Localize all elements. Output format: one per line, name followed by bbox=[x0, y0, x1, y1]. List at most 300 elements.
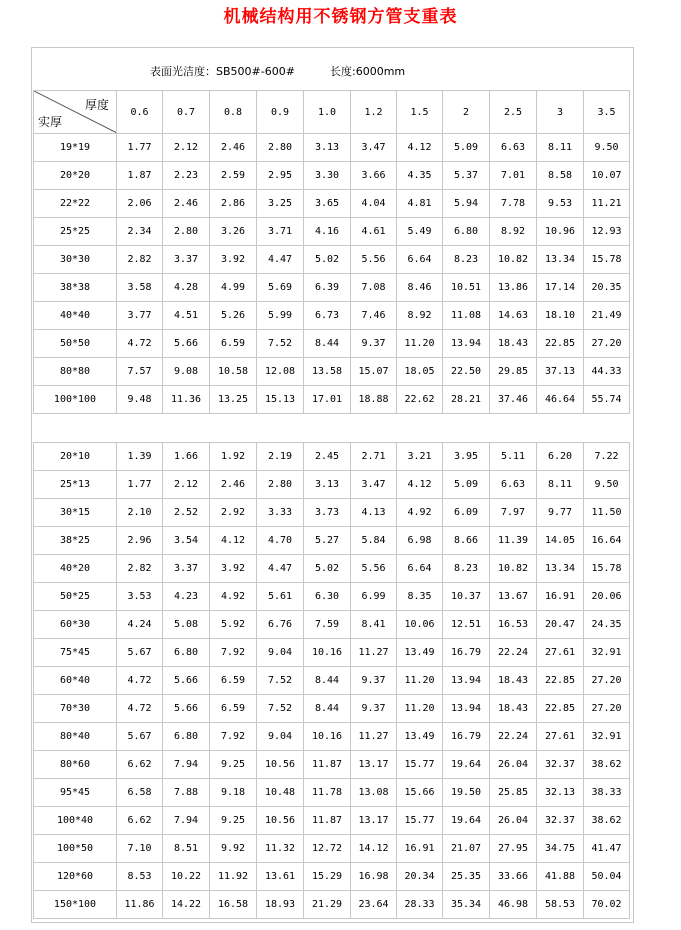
weight-cell: 4.51 bbox=[163, 302, 210, 330]
weight-cell: 2.52 bbox=[163, 499, 210, 527]
table-row bbox=[34, 751, 630, 779]
weight-cell: 27.20 bbox=[584, 695, 630, 723]
size-cell: 20*10 bbox=[34, 443, 117, 471]
weight-cell: 7.94 bbox=[163, 807, 210, 835]
weight-cell: 8.35 bbox=[397, 583, 443, 611]
table-row bbox=[34, 891, 630, 919]
weight-cell: 2.23 bbox=[163, 162, 210, 190]
weight-cell: 3.13 bbox=[304, 134, 351, 162]
weight-cell: 5.49 bbox=[397, 218, 443, 246]
thickness-header-cell: 0.7 bbox=[163, 91, 210, 134]
corner-thickness-label: 厚度 bbox=[84, 98, 109, 112]
weight-cell: 3.92 bbox=[210, 246, 257, 274]
weight-cell: 8.66 bbox=[443, 527, 490, 555]
thickness-header-cell: 3.5 bbox=[584, 91, 630, 134]
weight-cell: 3.95 bbox=[443, 443, 490, 471]
weight-cell: 13.94 bbox=[443, 667, 490, 695]
weight-cell: 11.87 bbox=[304, 751, 351, 779]
weight-cell: 8.11 bbox=[537, 134, 584, 162]
weight-cell: 6.99 bbox=[351, 583, 397, 611]
weight-cell: 9.08 bbox=[163, 358, 210, 386]
weight-cell: 20.47 bbox=[537, 611, 584, 639]
weight-cell: 32.37 bbox=[537, 807, 584, 835]
weight-cell: 7.46 bbox=[351, 302, 397, 330]
weight-cell: 5.11 bbox=[490, 443, 537, 471]
weight-cell: 27.95 bbox=[490, 835, 537, 863]
weight-cell: 29.85 bbox=[490, 358, 537, 386]
weight-cell: 11.20 bbox=[397, 330, 443, 358]
weight-cell: 3.47 bbox=[351, 134, 397, 162]
weight-cell: 1.66 bbox=[163, 443, 210, 471]
table-row bbox=[34, 162, 630, 190]
weight-cell: 13.25 bbox=[210, 386, 257, 414]
weight-cell: 16.58 bbox=[210, 891, 257, 919]
weight-cell: 18.05 bbox=[397, 358, 443, 386]
length-label: 长度:6000mm bbox=[330, 65, 406, 78]
weight-cell: 4.23 bbox=[163, 583, 210, 611]
weight-cell: 41.88 bbox=[537, 863, 584, 891]
weight-cell: 25.35 bbox=[443, 863, 490, 891]
weight-cell: 13.17 bbox=[351, 807, 397, 835]
weight-cell: 2.34 bbox=[117, 218, 163, 246]
weight-cell: 11.86 bbox=[117, 891, 163, 919]
weight-cell: 2.45 bbox=[304, 443, 351, 471]
page-title: 机械结构用不锈钢方管支重表 bbox=[223, 7, 458, 27]
weight-cell: 11.27 bbox=[351, 639, 397, 667]
table-row bbox=[34, 583, 630, 611]
weight-cell: 15.29 bbox=[304, 863, 351, 891]
weight-cell: 6.62 bbox=[117, 751, 163, 779]
weight-cell: 9.04 bbox=[257, 723, 304, 751]
thickness-header-cell: 1.5 bbox=[397, 91, 443, 134]
table-row bbox=[34, 639, 630, 667]
weight-cell: 15.13 bbox=[257, 386, 304, 414]
weight-cell: 11.20 bbox=[397, 695, 443, 723]
weight-cell: 2.46 bbox=[163, 190, 210, 218]
weight-cell: 38.33 bbox=[584, 779, 630, 807]
weight-cell: 38.62 bbox=[584, 807, 630, 835]
square-tube-table bbox=[33, 90, 630, 414]
weight-cell: 2.92 bbox=[210, 499, 257, 527]
weight-cell: 10.82 bbox=[490, 555, 537, 583]
size-cell: 80*80 bbox=[34, 358, 117, 386]
weight-cell: 6.09 bbox=[443, 499, 490, 527]
weight-cell: 7.52 bbox=[257, 695, 304, 723]
weight-cell: 13.67 bbox=[490, 583, 537, 611]
size-cell: 50*25 bbox=[34, 583, 117, 611]
weight-cell: 2.96 bbox=[117, 527, 163, 555]
weight-cell: 10.37 bbox=[443, 583, 490, 611]
weight-cell: 5.69 bbox=[257, 274, 304, 302]
weight-cell: 2.80 bbox=[257, 134, 304, 162]
weight-cell: 10.22 bbox=[163, 863, 210, 891]
weight-cell: 7.94 bbox=[163, 751, 210, 779]
weight-cell: 50.04 bbox=[584, 863, 630, 891]
table-row bbox=[34, 807, 630, 835]
weight-cell: 10.56 bbox=[257, 751, 304, 779]
weight-cell: 8.23 bbox=[443, 555, 490, 583]
weight-cell: 8.44 bbox=[304, 667, 351, 695]
weight-cell: 2.59 bbox=[210, 162, 257, 190]
weight-cell: 17.14 bbox=[537, 274, 584, 302]
weight-cell: 3.66 bbox=[351, 162, 397, 190]
weight-cell: 28.33 bbox=[397, 891, 443, 919]
weight-cell: 12.72 bbox=[304, 835, 351, 863]
weight-cell: 4.72 bbox=[117, 695, 163, 723]
size-cell: 100*50 bbox=[34, 835, 117, 863]
weight-cell: 6.64 bbox=[397, 246, 443, 274]
weight-cell: 5.67 bbox=[117, 723, 163, 751]
weight-cell: 5.92 bbox=[210, 611, 257, 639]
weight-cell: 3.25 bbox=[257, 190, 304, 218]
size-cell: 50*50 bbox=[34, 330, 117, 358]
weight-cell: 5.26 bbox=[210, 302, 257, 330]
weight-cell: 24.35 bbox=[584, 611, 630, 639]
weight-cell: 19.64 bbox=[443, 751, 490, 779]
weight-cell: 10.56 bbox=[257, 807, 304, 835]
table-row bbox=[34, 443, 630, 471]
weight-cell: 9.53 bbox=[537, 190, 584, 218]
weight-cell: 8.11 bbox=[537, 471, 584, 499]
weight-cell: 2.19 bbox=[257, 443, 304, 471]
weight-cell: 4.04 bbox=[351, 190, 397, 218]
weight-cell: 11.21 bbox=[584, 190, 630, 218]
weight-cell: 18.93 bbox=[257, 891, 304, 919]
weight-cell: 27.20 bbox=[584, 667, 630, 695]
weight-cell: 34.75 bbox=[537, 835, 584, 863]
weight-cell: 4.35 bbox=[397, 162, 443, 190]
table-row bbox=[34, 611, 630, 639]
weight-cell: 13.49 bbox=[397, 723, 443, 751]
size-cell: 60*30 bbox=[34, 611, 117, 639]
weight-cell: 7.52 bbox=[257, 667, 304, 695]
weight-cell: 33.66 bbox=[490, 863, 537, 891]
weight-cell: 4.47 bbox=[257, 555, 304, 583]
weight-cell: 15.07 bbox=[351, 358, 397, 386]
weight-cell: 11.78 bbox=[304, 779, 351, 807]
weight-cell: 11.92 bbox=[210, 863, 257, 891]
weight-cell: 21.29 bbox=[304, 891, 351, 919]
weight-cell: 9.25 bbox=[210, 751, 257, 779]
weight-cell: 5.09 bbox=[443, 134, 490, 162]
weight-cell: 10.07 bbox=[584, 162, 630, 190]
weight-cell: 9.77 bbox=[537, 499, 584, 527]
weight-cell: 9.50 bbox=[584, 471, 630, 499]
weight-cell: 2.46 bbox=[210, 471, 257, 499]
weight-cell: 13.94 bbox=[443, 330, 490, 358]
weight-cell: 1.77 bbox=[117, 134, 163, 162]
weight-cell: 5.09 bbox=[443, 471, 490, 499]
spec-line bbox=[32, 63, 633, 81]
weight-cell: 35.34 bbox=[443, 891, 490, 919]
weight-cell: 7.01 bbox=[490, 162, 537, 190]
size-cell: 150*100 bbox=[34, 891, 117, 919]
weight-cell: 8.46 bbox=[397, 274, 443, 302]
weight-cell: 9.48 bbox=[117, 386, 163, 414]
weight-cell: 18.43 bbox=[490, 330, 537, 358]
weight-cell: 8.41 bbox=[351, 611, 397, 639]
weight-cell: 3.33 bbox=[257, 499, 304, 527]
weight-cell: 4.12 bbox=[210, 527, 257, 555]
weight-cell: 3.13 bbox=[304, 471, 351, 499]
weight-cell: 6.59 bbox=[210, 667, 257, 695]
weight-cell: 4.12 bbox=[397, 134, 443, 162]
weight-cell: 1.39 bbox=[117, 443, 163, 471]
weight-cell: 8.23 bbox=[443, 246, 490, 274]
size-cell: 95*45 bbox=[34, 779, 117, 807]
table-row bbox=[34, 190, 630, 218]
weight-cell: 3.37 bbox=[163, 555, 210, 583]
weight-cell: 13.17 bbox=[351, 751, 397, 779]
weight-cell: 5.56 bbox=[351, 555, 397, 583]
size-cell: 38*38 bbox=[34, 274, 117, 302]
weight-cell: 3.37 bbox=[163, 246, 210, 274]
table-row bbox=[34, 358, 630, 386]
weight-cell: 4.92 bbox=[210, 583, 257, 611]
weight-cell: 5.84 bbox=[351, 527, 397, 555]
weight-cell: 17.01 bbox=[304, 386, 351, 414]
thickness-header-cell: 2.5 bbox=[490, 91, 537, 134]
size-cell: 80*40 bbox=[34, 723, 117, 751]
weight-cell: 41.47 bbox=[584, 835, 630, 863]
weight-cell: 6.30 bbox=[304, 583, 351, 611]
weight-cell: 6.63 bbox=[490, 471, 537, 499]
weight-cell: 9.37 bbox=[351, 667, 397, 695]
weight-cell: 4.99 bbox=[210, 274, 257, 302]
weight-cell: 10.16 bbox=[304, 723, 351, 751]
weight-cell: 32.37 bbox=[537, 751, 584, 779]
table-row bbox=[34, 471, 630, 499]
weight-cell: 5.61 bbox=[257, 583, 304, 611]
table-row bbox=[34, 695, 630, 723]
weight-cell: 11.39 bbox=[490, 527, 537, 555]
thickness-header-cell: 0.6 bbox=[117, 91, 163, 134]
weight-cell: 13.58 bbox=[304, 358, 351, 386]
weight-cell: 10.06 bbox=[397, 611, 443, 639]
weight-cell: 70.02 bbox=[584, 891, 630, 919]
weight-cell: 22.24 bbox=[490, 639, 537, 667]
weight-cell: 27.20 bbox=[584, 330, 630, 358]
weight-cell: 10.48 bbox=[257, 779, 304, 807]
size-cell: 30*15 bbox=[34, 499, 117, 527]
weight-cell: 6.59 bbox=[210, 330, 257, 358]
weight-cell: 10.58 bbox=[210, 358, 257, 386]
weight-cell: 9.37 bbox=[351, 695, 397, 723]
weight-cell: 16.91 bbox=[537, 583, 584, 611]
size-cell: 100*40 bbox=[34, 807, 117, 835]
weight-cell: 8.53 bbox=[117, 863, 163, 891]
weight-cell: 4.47 bbox=[257, 246, 304, 274]
weight-cell: 1.87 bbox=[117, 162, 163, 190]
thickness-header-cell: 3 bbox=[537, 91, 584, 134]
weight-cell: 4.13 bbox=[351, 499, 397, 527]
weight-cell: 4.92 bbox=[397, 499, 443, 527]
weight-cell: 7.22 bbox=[584, 443, 630, 471]
size-cell: 25*13 bbox=[34, 471, 117, 499]
weight-cell: 16.64 bbox=[584, 527, 630, 555]
weight-cell: 2.82 bbox=[117, 246, 163, 274]
weight-cell: 16.79 bbox=[443, 639, 490, 667]
weight-cell: 15.66 bbox=[397, 779, 443, 807]
weight-cell: 14.22 bbox=[163, 891, 210, 919]
weight-cell: 27.61 bbox=[537, 639, 584, 667]
weight-cell: 7.88 bbox=[163, 779, 210, 807]
weight-cell: 1.77 bbox=[117, 471, 163, 499]
weight-cell: 4.81 bbox=[397, 190, 443, 218]
weight-cell: 4.70 bbox=[257, 527, 304, 555]
weight-cell: 13.86 bbox=[490, 274, 537, 302]
table-row bbox=[34, 779, 630, 807]
weight-cell: 5.08 bbox=[163, 611, 210, 639]
table-row bbox=[34, 330, 630, 358]
weight-cell: 26.04 bbox=[490, 751, 537, 779]
weight-cell: 4.24 bbox=[117, 611, 163, 639]
weight-cell: 15.78 bbox=[584, 555, 630, 583]
weight-cell: 16.53 bbox=[490, 611, 537, 639]
size-cell: 38*25 bbox=[34, 527, 117, 555]
weight-cell: 14.12 bbox=[351, 835, 397, 863]
weight-cell: 3.26 bbox=[210, 218, 257, 246]
weight-cell: 6.80 bbox=[163, 723, 210, 751]
weight-cell: 7.10 bbox=[117, 835, 163, 863]
weight-cell: 7.57 bbox=[117, 358, 163, 386]
weight-cell: 6.58 bbox=[117, 779, 163, 807]
weight-cell: 5.56 bbox=[351, 246, 397, 274]
weight-cell: 13.94 bbox=[443, 695, 490, 723]
weight-cell: 5.66 bbox=[163, 695, 210, 723]
weight-cell: 3.77 bbox=[117, 302, 163, 330]
weight-cell: 22.24 bbox=[490, 723, 537, 751]
weight-cell: 8.44 bbox=[304, 695, 351, 723]
weight-cell: 5.67 bbox=[117, 639, 163, 667]
weight-cell: 16.91 bbox=[397, 835, 443, 863]
weight-cell: 15.77 bbox=[397, 751, 443, 779]
weight-cell: 12.93 bbox=[584, 218, 630, 246]
weight-cell: 32.13 bbox=[537, 779, 584, 807]
weight-cell: 9.18 bbox=[210, 779, 257, 807]
thickness-header-row bbox=[34, 91, 630, 134]
weight-cell: 13.34 bbox=[537, 246, 584, 274]
weight-cell: 27.61 bbox=[537, 723, 584, 751]
weight-cell: 2.71 bbox=[351, 443, 397, 471]
size-cell: 60*40 bbox=[34, 667, 117, 695]
weight-cell: 13.34 bbox=[537, 555, 584, 583]
weight-cell: 9.37 bbox=[351, 330, 397, 358]
weight-cell: 3.53 bbox=[117, 583, 163, 611]
table-row bbox=[34, 499, 630, 527]
weight-cell: 2.10 bbox=[117, 499, 163, 527]
table-row bbox=[34, 667, 630, 695]
weight-cell: 6.73 bbox=[304, 302, 351, 330]
weight-cell: 18.43 bbox=[490, 667, 537, 695]
weight-cell: 7.78 bbox=[490, 190, 537, 218]
weight-cell: 9.04 bbox=[257, 639, 304, 667]
weight-cell: 2.82 bbox=[117, 555, 163, 583]
weight-cell: 22.85 bbox=[537, 695, 584, 723]
size-cell: 80*60 bbox=[34, 751, 117, 779]
weight-cell: 10.51 bbox=[443, 274, 490, 302]
table-row bbox=[34, 527, 630, 555]
weight-cell: 5.99 bbox=[257, 302, 304, 330]
weight-cell: 32.91 bbox=[584, 639, 630, 667]
weight-cell: 3.73 bbox=[304, 499, 351, 527]
weight-cell: 9.25 bbox=[210, 807, 257, 835]
weight-cell: 22.85 bbox=[537, 330, 584, 358]
thickness-header-cell: 1.2 bbox=[351, 91, 397, 134]
weight-cell: 22.62 bbox=[397, 386, 443, 414]
weight-cell: 16.98 bbox=[351, 863, 397, 891]
weight-cell: 8.44 bbox=[304, 330, 351, 358]
weight-cell: 7.92 bbox=[210, 639, 257, 667]
size-cell: 100*100 bbox=[34, 386, 117, 414]
weight-cell: 5.94 bbox=[443, 190, 490, 218]
table-row bbox=[34, 246, 630, 274]
weight-cell: 14.05 bbox=[537, 527, 584, 555]
weight-cell: 44.33 bbox=[584, 358, 630, 386]
size-cell: 19*19 bbox=[34, 134, 117, 162]
weight-cell: 2.86 bbox=[210, 190, 257, 218]
corner-size-label: 实厚 bbox=[38, 115, 63, 129]
weight-cell: 37.13 bbox=[537, 358, 584, 386]
weight-cell: 6.20 bbox=[537, 443, 584, 471]
weight-cell: 15.77 bbox=[397, 807, 443, 835]
weight-cell: 9.50 bbox=[584, 134, 630, 162]
weight-cell: 5.02 bbox=[304, 555, 351, 583]
weight-cell: 15.78 bbox=[584, 246, 630, 274]
weight-cell: 2.12 bbox=[163, 471, 210, 499]
table-row bbox=[34, 218, 630, 246]
weight-cell: 58.53 bbox=[537, 891, 584, 919]
weight-cell: 46.98 bbox=[490, 891, 537, 919]
weight-cell: 11.32 bbox=[257, 835, 304, 863]
weight-cell: 4.16 bbox=[304, 218, 351, 246]
weight-cell: 26.04 bbox=[490, 807, 537, 835]
weight-cell: 11.08 bbox=[443, 302, 490, 330]
table-row bbox=[34, 555, 630, 583]
weight-cell: 3.71 bbox=[257, 218, 304, 246]
weight-cell: 6.62 bbox=[117, 807, 163, 835]
table-row bbox=[34, 386, 630, 414]
weight-cell: 7.52 bbox=[257, 330, 304, 358]
weight-cell: 3.47 bbox=[351, 471, 397, 499]
weight-cell: 5.27 bbox=[304, 527, 351, 555]
table-row bbox=[34, 863, 630, 891]
weight-cell: 3.92 bbox=[210, 555, 257, 583]
weight-cell: 2.80 bbox=[163, 218, 210, 246]
weight-cell: 21.07 bbox=[443, 835, 490, 863]
size-cell: 120*60 bbox=[34, 863, 117, 891]
weight-cell: 18.43 bbox=[490, 695, 537, 723]
weight-cell: 5.02 bbox=[304, 246, 351, 274]
weight-cell: 55.74 bbox=[584, 386, 630, 414]
weight-cell: 4.72 bbox=[117, 667, 163, 695]
weight-cell: 13.49 bbox=[397, 639, 443, 667]
surface-finish-label: 表面光洁度：SB500#-600# bbox=[150, 65, 295, 78]
weight-cell: 2.06 bbox=[117, 190, 163, 218]
weight-cell: 10.16 bbox=[304, 639, 351, 667]
weight-cell: 18.88 bbox=[351, 386, 397, 414]
weight-cell: 2.95 bbox=[257, 162, 304, 190]
weight-cell: 6.39 bbox=[304, 274, 351, 302]
weight-cell: 5.66 bbox=[163, 667, 210, 695]
weight-cell: 10.82 bbox=[490, 246, 537, 274]
weight-cell: 13.61 bbox=[257, 863, 304, 891]
size-cell: 20*20 bbox=[34, 162, 117, 190]
weight-cell: 7.08 bbox=[351, 274, 397, 302]
weight-cell: 11.87 bbox=[304, 807, 351, 835]
weight-cell: 11.36 bbox=[163, 386, 210, 414]
weight-cell: 6.59 bbox=[210, 695, 257, 723]
